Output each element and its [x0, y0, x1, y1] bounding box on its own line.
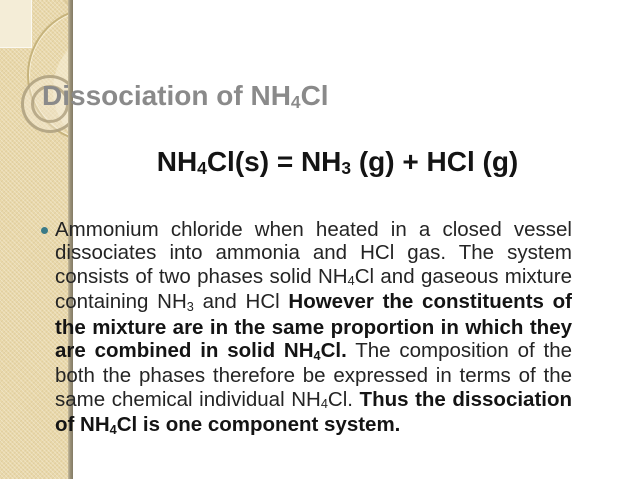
- text-line: dissociates into ammonia and HCl gas. The system: [55, 241, 572, 265]
- text-line: are combined in solid NH4Cl. The composition of the: [55, 339, 573, 363]
- text-line: of NH4Cl is one component system.: [55, 413, 401, 437]
- text-line: the mixture are in the same proportion in which they: [55, 315, 572, 339]
- text-line: containing NH3 and HCl However the constituents of: [55, 290, 572, 314]
- bullet-dot-icon: [41, 227, 48, 234]
- text-line: same chemical individual NH4Cl. Thus the dissociation: [55, 387, 573, 412]
- equation-line: NH4Cl(s) = NH3 (g) + HCl (g): [156, 146, 519, 179]
- sidebar-light-square: [0, 0, 32, 48]
- text-line: Ammonium chloride when heated in a closed vessel: [55, 218, 572, 241]
- text-line: consists of two phases solid NH4Cl and gaseous mixture: [55, 264, 572, 289]
- text-line: both the phases therefore be expressed in terms of the: [55, 364, 572, 388]
- body-paragraph: [55, 218, 572, 439]
- slide-title: Dissociation of NH4Cl: [42, 80, 329, 113]
